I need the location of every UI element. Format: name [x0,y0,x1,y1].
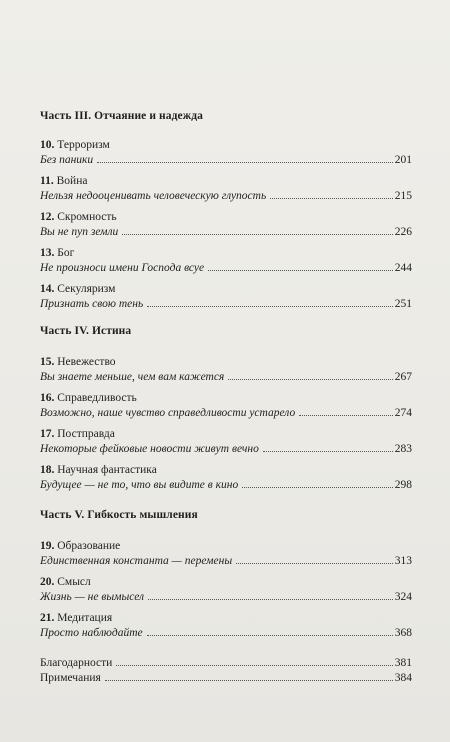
chapter-name: Бог [57,247,75,259]
chapter-name: Постправда [57,428,115,440]
chapter-number: 18. [40,464,55,476]
chapter-number: 15. [40,356,55,368]
chapter-subtitle: Возможно, наше чувство справедливости устарело [40,407,296,419]
dot-leader [242,487,393,488]
chapter-number: 10. [40,139,55,151]
dot-leader [208,270,393,271]
chapter-name: Научная фантастика [57,464,157,476]
dot-leader [97,162,393,163]
page-number: 283 [394,443,412,455]
page-number: 226 [394,226,412,238]
chapter-name: Невежество [57,356,116,368]
toc-entry-backmatter [40,656,412,671]
page-number: 274 [394,407,412,419]
dot-leader [228,379,392,380]
chapter-subtitle: Не произноси имени Господа всуе [40,262,205,274]
dot-leader [148,599,393,600]
backmatter-name: Благодарности [40,657,113,669]
chapter-subtitle: Без паники [40,154,94,166]
dot-leader [270,198,393,199]
dot-leader [122,234,392,235]
dot-leader [236,563,393,564]
part-title: Часть III. Отчаяние и надежда [40,110,203,122]
chapter-name: Терроризм [57,139,110,151]
page-number: 267 [394,371,412,383]
toc-entry [40,210,412,240]
chapter-number: 14. [40,283,55,295]
chapter-number: 13. [40,247,55,259]
toc-entry [40,427,412,457]
chapter-number: 19. [40,540,55,552]
part-title: Часть IV. Истина [40,325,132,337]
page-number: 381 [394,657,412,669]
dot-leader [299,415,393,416]
chapter-name: Справедливость [57,392,137,404]
dot-leader [105,680,393,681]
toc-entry [40,138,412,168]
page-number: 251 [394,298,412,310]
page-number: 384 [394,672,412,684]
chapter-name: Секуляризм [57,283,116,295]
toc-entry [40,575,412,605]
chapter-number: 16. [40,392,55,404]
chapter-name: Скромность [57,211,117,223]
chapter-subtitle: Нельзя недооценивать человеческую глупость [40,190,267,202]
page-number: 313 [394,555,412,567]
chapter-subtitle: Некоторые фейковые новости живут вечно [40,443,259,455]
dot-leader [147,306,393,307]
toc-entry [40,611,412,641]
chapter-subtitle: Жизнь — не вымысел [40,591,145,603]
backmatter-name: Примечания [40,672,101,684]
chapter-number: 11. [40,175,54,187]
chapter-number: 21. [40,612,55,624]
toc-entry [40,246,412,276]
dot-leader [263,451,393,452]
page-number: 201 [394,154,412,166]
toc-entry [40,463,412,493]
dot-leader [147,635,393,636]
chapter-subtitle: Единственная константа — перемены [40,555,233,567]
chapter-number: 12. [40,211,55,223]
part-title: Часть V. Гибкость мышления [40,509,198,521]
chapter-number: 17. [40,428,55,440]
chapter-subtitle: Признать свою тень [40,298,144,310]
chapter-name: Медитация [57,612,113,624]
chapter-name: Смысл [57,576,91,588]
toc-entry-backmatter [40,671,412,686]
page-number: 215 [394,190,412,202]
chapter-subtitle: Будущее — не то, что вы видите в кино [40,479,239,491]
page-number: 244 [394,262,412,274]
page-number: 298 [394,479,412,491]
toc-entry [40,391,412,421]
dot-leader [116,665,392,666]
chapter-name: Образование [57,540,121,552]
toc-entry [40,174,412,204]
toc-entry [40,355,412,385]
chapter-name: Война [56,175,88,187]
page-number: 324 [394,591,412,603]
chapter-number: 20. [40,576,55,588]
toc-entry [40,282,412,312]
chapter-subtitle: Вы знаете меньше, чем вам кажется [40,371,225,383]
chapter-subtitle: Вы не пуп земли [40,226,119,238]
toc-entry [40,539,412,569]
chapter-subtitle: Просто наблюдайте [40,627,143,639]
page-number: 368 [394,627,412,639]
